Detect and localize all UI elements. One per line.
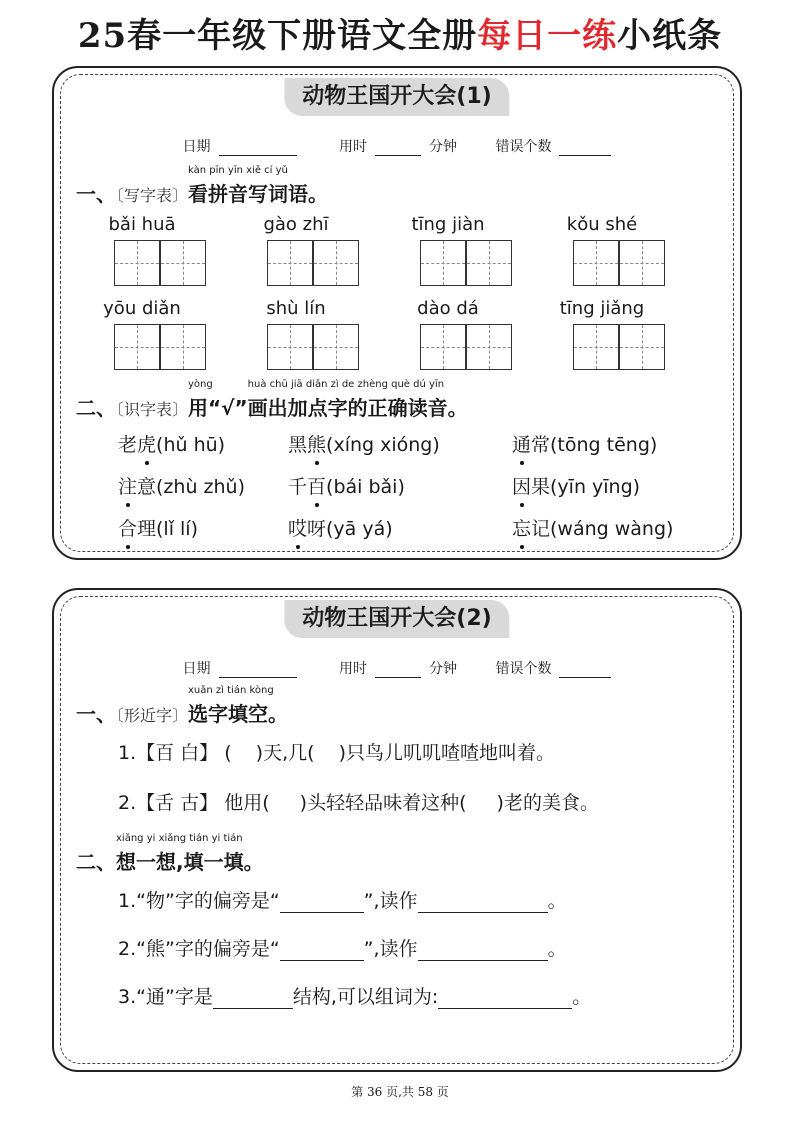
- reading-option[interactable]: 通常(tōng tēng): [512, 430, 657, 457]
- card-title: 动物王国开大会(2): [284, 600, 509, 638]
- minutes-label: 分钟: [429, 661, 457, 677]
- writing-grid-cell[interactable]: [466, 324, 512, 370]
- pinyin-word: yōu diǎn: [103, 298, 181, 319]
- reading-option[interactable]: 因果(yīn yīng): [512, 472, 640, 499]
- time-label: 用时: [339, 139, 367, 155]
- section-1-heading: 一、〔形近字〕 xuǎn zì tián kòng 选字填空。: [76, 685, 289, 726]
- pinyin-word: gào zhī: [263, 214, 329, 235]
- writing-grid-cell[interactable]: [267, 324, 313, 370]
- writing-grid-cell[interactable]: [267, 240, 313, 286]
- worksheet-card-2: [52, 588, 742, 1072]
- title-suffix: 小纸条: [617, 16, 723, 56]
- section-2-text-b: 画出加点字的正确读音。: [247, 396, 468, 420]
- answer-blank[interactable]: [280, 942, 364, 961]
- pinyin-word: bǎi huā: [108, 214, 176, 235]
- writing-grid-cell[interactable]: [313, 240, 359, 286]
- pinyin-ruby: xuǎn zì tián kòng: [188, 685, 274, 696]
- section-2-text-a: 用“√”: [188, 396, 248, 420]
- errors-label: 错误个数: [495, 661, 552, 677]
- section-2-text: 想一想,填一填。: [116, 850, 264, 874]
- writing-grid-cell[interactable]: [573, 240, 619, 286]
- meta-row: [54, 658, 740, 678]
- pinyin-ruby: kàn pīn yīn xiě cí yǔ: [188, 165, 288, 176]
- pinyin-word: dào dá: [417, 298, 479, 319]
- pinyin-word: kǒu shé: [566, 214, 638, 235]
- tag-shizibiao: 〔识字表〕: [116, 400, 189, 419]
- answer-blank[interactable]: [418, 894, 548, 913]
- choice-question-1[interactable]: 1.【百 白】 ( )天,几( )只鸟儿叽叽喳喳地叫着。: [118, 742, 555, 764]
- pinyin-ruby: yòng: [188, 379, 213, 390]
- section-1-text: 选字填空。: [188, 702, 289, 726]
- meta-row: [54, 136, 740, 156]
- title-highlight: 每日一练: [477, 16, 618, 56]
- card-title: 动物王国开大会(1): [284, 78, 509, 116]
- pinyin-ruby: huà chū jiā diǎn zì de zhèng què dú yīn: [247, 379, 445, 390]
- date-label: 日期: [182, 661, 211, 677]
- reading-option[interactable]: 老虎(hǔ hū): [118, 430, 225, 457]
- writing-grid-cell[interactable]: [420, 324, 466, 370]
- errors-blank[interactable]: [559, 663, 611, 678]
- section-1-heading: 一、〔写字表〕 kàn pīn yīn xiě cí yǔ 看拼音写词语。: [76, 165, 329, 206]
- writing-grid-cell[interactable]: [619, 324, 665, 370]
- page-title: [0, 14, 800, 58]
- reading-option[interactable]: 注意(zhù zhǔ): [118, 472, 245, 499]
- title-prefix: 25春一年级下册语文全册: [77, 16, 478, 56]
- writing-grid-cell[interactable]: [114, 324, 160, 370]
- fill-question-2: 2.“熊”字的偏旁是“ ”,读作 。: [118, 938, 567, 960]
- date-blank[interactable]: [219, 141, 297, 156]
- errors-blank[interactable]: [559, 141, 611, 156]
- pinyin-word: tīng jiàn: [411, 214, 485, 235]
- writing-grid-cell[interactable]: [160, 324, 206, 370]
- writing-grid-cell[interactable]: [420, 240, 466, 286]
- section-1-text: 看拼音写词语。: [188, 182, 329, 206]
- reading-option[interactable]: 千百(bái bǎi): [288, 472, 405, 499]
- reading-option[interactable]: 忘记(wáng wàng): [512, 514, 673, 541]
- writing-grid-cell[interactable]: [313, 324, 359, 370]
- reading-option[interactable]: 合理(lǐ lí): [118, 514, 198, 541]
- time-blank[interactable]: [375, 663, 421, 678]
- answer-blank[interactable]: [213, 990, 293, 1009]
- minutes-label: 分钟: [429, 139, 457, 155]
- tag-xingjinzi: 〔形近字〕: [116, 706, 189, 725]
- pinyin-word: shù lín: [266, 298, 326, 319]
- writing-grid-cell[interactable]: [619, 240, 665, 286]
- choice-question-2[interactable]: 2.【舌 古】 他用( )头轻轻品味着这种( )老的美食。: [118, 792, 599, 814]
- answer-blank[interactable]: [438, 990, 572, 1009]
- time-label: 用时: [339, 661, 367, 677]
- page-number: 第 36 页,共 58 页: [351, 1085, 449, 1099]
- writing-grid-cell[interactable]: [160, 240, 206, 286]
- pinyin-word: tīng jiǎng: [559, 298, 645, 319]
- tag-xiezibiao: 〔写字表〕: [116, 186, 189, 205]
- fill-question-1: 1.“物”字的偏旁是“ ”,读作 。: [118, 890, 567, 912]
- date-label: 日期: [182, 139, 211, 155]
- errors-label: 错误个数: [495, 139, 552, 155]
- section-2-heading: 二、 xiǎng yi xiǎng tián yi tián 想一想,填一填。: [76, 833, 264, 874]
- time-blank[interactable]: [375, 141, 421, 156]
- pinyin-ruby: xiǎng yi xiǎng tián yi tián: [116, 833, 243, 844]
- reading-option[interactable]: 哎呀(yā yá): [288, 514, 393, 541]
- reading-option[interactable]: 黑熊(xíng xióng): [288, 430, 440, 457]
- date-blank[interactable]: [219, 663, 297, 678]
- writing-grid-cell[interactable]: [466, 240, 512, 286]
- writing-grid-cell[interactable]: [114, 240, 160, 286]
- answer-blank[interactable]: [418, 942, 548, 961]
- fill-question-3: 3.“通”字是 结构,可以组词为: 。: [118, 986, 592, 1008]
- writing-grid-cell[interactable]: [573, 324, 619, 370]
- section-2-heading: 二、〔识字表〕 yòng 用“√” huà chū jiā diǎn zì de zhèng què dú yīn 画出加点字的正确读音。: [76, 379, 468, 420]
- worksheet-card-1: [52, 66, 742, 560]
- answer-blank[interactable]: [280, 894, 364, 913]
